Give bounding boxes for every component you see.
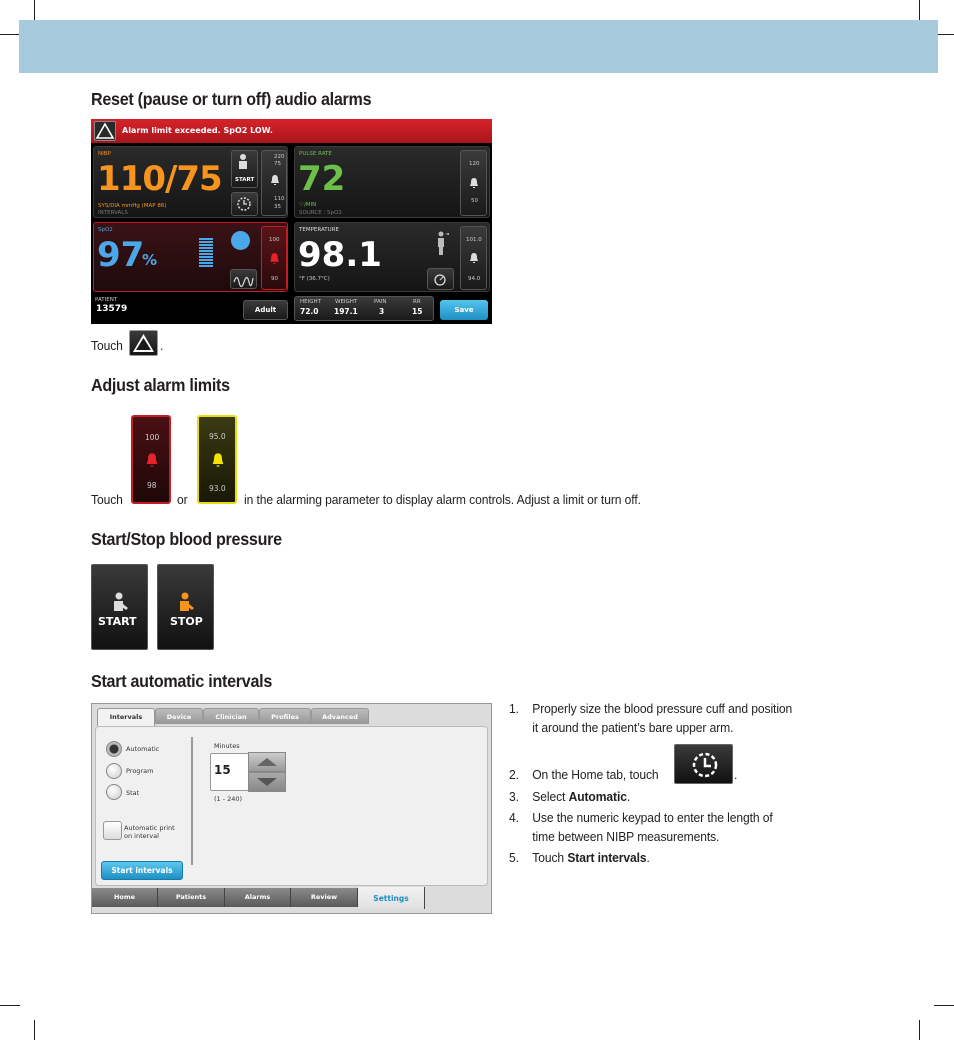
heading-adjust-limits: Adjust alarm limits [91, 375, 230, 395]
stop-button-sample [157, 564, 214, 650]
crop-mark [919, 0, 920, 20]
temperature-label: TEMPERATURE [299, 227, 339, 233]
radio-automatic[interactable] [106, 741, 122, 757]
warning-icon [130, 331, 157, 355]
minutes-label: Minutes [214, 742, 240, 750]
step-2-period: . [734, 767, 738, 782]
alarm-reset-icon-sample [129, 330, 158, 356]
bell-alarm-icon [268, 252, 281, 265]
nibp-intervals: INTERVALS [98, 210, 128, 216]
tab-intervals[interactable]: Intervals [97, 708, 155, 726]
period: . [160, 338, 164, 353]
heading-intervals: Start automatic intervals [91, 671, 272, 691]
tab-profiles[interactable]: Profiles [259, 708, 311, 724]
alarm-bar [91, 119, 492, 143]
header-band [19, 20, 938, 73]
interval-clock-icon [232, 193, 257, 215]
divider [191, 737, 193, 865]
pulse-label: PULSE RATE [299, 151, 332, 157]
spo2-limits[interactable]: 100 90 [261, 226, 287, 290]
nav-alarms[interactable]: Alarms [225, 888, 291, 907]
temperature-value: 98.1 [298, 235, 382, 275]
crop-mark [0, 1005, 20, 1006]
tab-advanced[interactable]: Advanced [311, 708, 369, 724]
option-stat: Stat [126, 789, 140, 797]
settings-screenshot [91, 703, 492, 914]
temperature-probe-button[interactable] [427, 268, 454, 290]
crop-mark [934, 1005, 954, 1006]
person-cuff-icon [175, 591, 199, 615]
nibp-limits[interactable]: 220 75 110 35 [261, 150, 287, 216]
tab-clinician[interactable]: Clinician [203, 708, 259, 724]
spo2-signal-bar [199, 238, 213, 268]
nav-review[interactable]: Review [291, 888, 358, 907]
waveform-icon [231, 270, 256, 288]
tab-device[interactable]: Device [155, 708, 203, 724]
bell-alarm-icon [144, 452, 160, 468]
crop-mark [34, 0, 35, 20]
nibp-units: SYS/DIA mmHg (MAP 86) [98, 203, 167, 209]
alarm-reset-button[interactable] [94, 121, 116, 141]
nav-patients[interactable]: Patients [158, 888, 225, 907]
temperature-limits[interactable]: 101.0 94.0 [460, 226, 487, 290]
stop-label: STOP [170, 615, 203, 628]
save-button[interactable]: Save [440, 300, 488, 320]
heart-icon: ♡ [299, 202, 304, 208]
temperature-panel[interactable] [294, 222, 490, 292]
touch-text: Touch [91, 492, 123, 507]
patient-label: PATIENT [95, 297, 118, 303]
spo2-pulse-dot [231, 231, 250, 250]
nibp-interval-button[interactable] [231, 192, 258, 216]
crop-mark [34, 1020, 35, 1040]
heading-start-stop: Start/Stop blood pressure [91, 529, 282, 549]
nibp-start-button[interactable]: START [231, 150, 258, 188]
bell-icon [468, 252, 480, 264]
spo2-value: 97 [97, 235, 145, 275]
arrow-down-icon [249, 773, 285, 791]
crop-mark [919, 1020, 920, 1040]
minutes-up-button[interactable] [248, 752, 286, 772]
spo2-waveform-button[interactable] [230, 269, 257, 289]
pulse-limits[interactable]: 120 50 [460, 150, 487, 216]
bell-icon [269, 174, 281, 186]
or-text: or [177, 492, 188, 507]
crop-mark [0, 34, 20, 35]
person-icon [434, 230, 450, 256]
warning-icon [95, 122, 115, 140]
bell-icon [468, 177, 480, 189]
nibp-value: 110/75 [97, 159, 222, 199]
adjust-limits-text: in the alarming parameter to display alarm controls. Adjust a limit or turn off. [244, 492, 641, 507]
nav-settings[interactable]: Settings [358, 887, 425, 909]
bell-warning-icon [210, 452, 226, 468]
alarm-message: Alarm limit exceeded. SpO2 LOW. [122, 126, 273, 135]
option-automatic: Automatic [126, 745, 160, 753]
minutes-range: (1 - 240) [214, 795, 243, 803]
person-cuff-icon [232, 151, 257, 175]
pulse-panel[interactable] [294, 146, 490, 218]
radio-stat[interactable] [106, 784, 122, 800]
start-intervals-button[interactable]: Start intervals [101, 861, 183, 880]
spo2-panel[interactable] [93, 222, 288, 292]
person-cuff-icon [109, 591, 133, 615]
pulse-value: 72 [298, 159, 346, 199]
patient-id: 13579 [96, 304, 128, 314]
heading-reset-alarms: Reset (pause or turn off) audio alarms [91, 89, 372, 109]
manual-params[interactable]: HEIGHT 72.0 WEIGHT 197.1 PAIN 3 RR 15 [294, 296, 434, 321]
touch-text: Touch [91, 338, 123, 353]
nav-home[interactable]: Home [92, 888, 158, 907]
yellow-limit-tile: 95.0 93.0 [197, 415, 237, 504]
monitor-screenshot [91, 119, 492, 324]
option-program: Program [126, 767, 154, 775]
red-limit-tile: 100 98 [131, 415, 171, 504]
probe-icon [428, 269, 453, 289]
start-label: START [98, 615, 137, 628]
interval-clock-icon [689, 749, 721, 781]
auto-print-checkbox[interactable] [103, 821, 122, 840]
nibp-panel[interactable] [93, 146, 288, 218]
monitor-bottom-bar [91, 293, 492, 324]
start-button-sample [91, 564, 148, 650]
spo2-label: SpO2 [98, 227, 113, 233]
nibp-label: NIBP [98, 151, 111, 157]
spo2-unit: % [142, 251, 158, 269]
intervals-panel [95, 726, 488, 886]
arrow-up-icon [249, 753, 285, 771]
auto-print-label: Automatic print on interval [124, 824, 175, 840]
patient-type-button[interactable]: Adult [243, 300, 288, 320]
minutes-down-button[interactable] [248, 772, 286, 792]
pulse-units: ♡/MIN [299, 202, 317, 208]
minutes-input[interactable]: 15 [210, 753, 249, 791]
interval-button-sample [674, 744, 733, 784]
radio-program[interactable] [106, 763, 122, 779]
temperature-units: °F (36.7°C) [299, 276, 330, 282]
pulse-source: SOURCE : SpO2 [299, 210, 342, 216]
